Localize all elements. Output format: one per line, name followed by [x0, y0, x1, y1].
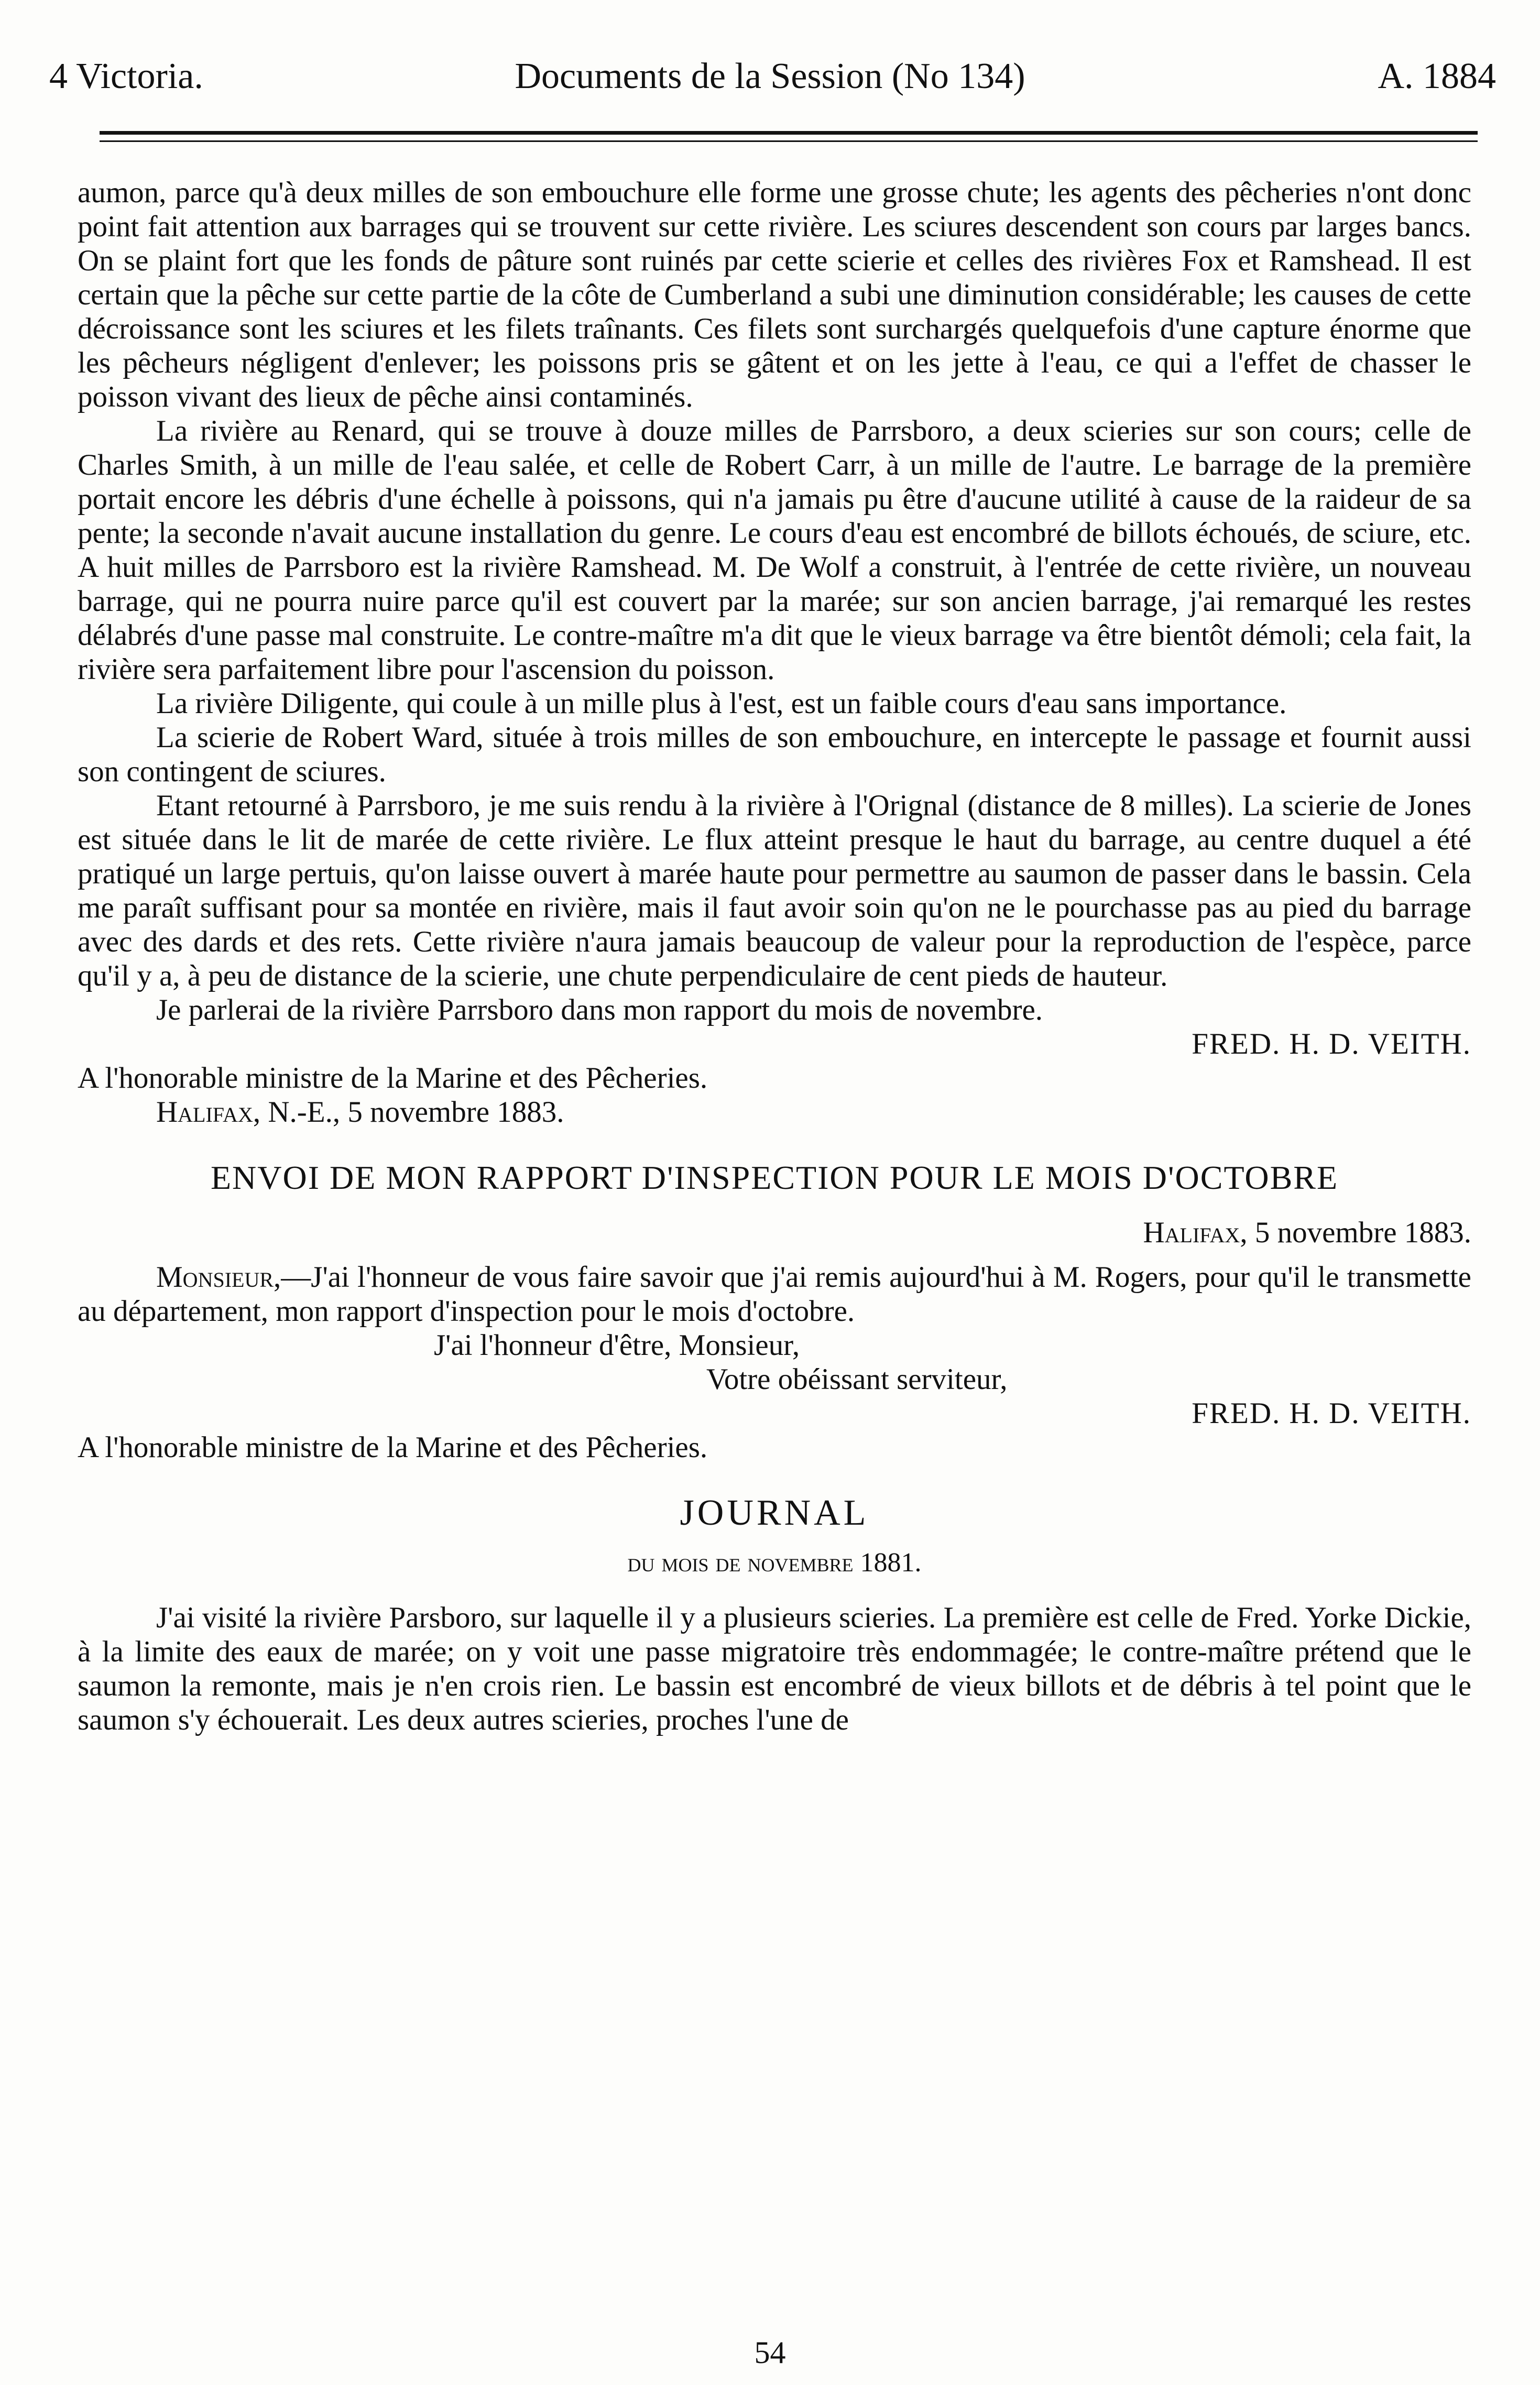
dateline-place: Halifax	[156, 1096, 253, 1129]
paragraph: J'ai visité la rivière Parsboro, sur laquelle il y a plusieurs scieries. La première est celle de Fred. Yorke Dickie, à la limite des eaux de marée; on y voit une passe migratoire très endommagée; le contre-maître prétend que le saumon la remonte, mais je n'en crois rien. Le bassin est encombré de vieux billots et de débris à tel point que le saumon s'y échouerait. Les deux autres scieries, proches l'une de	[78, 1601, 1471, 1736]
letter-date-place: Halifax	[1143, 1216, 1240, 1249]
header-rule-thin	[100, 140, 1478, 142]
addressee: A l'honorable ministre de la Marine et des Pêcheries.	[78, 1062, 708, 1095]
paragraph: Je parlerai de la rivière Parrsboro dans mon rapport du mois de novembre.	[156, 993, 1043, 1026]
running-head	[44, 50, 1496, 103]
paragraph: Etant retourné à Parrsboro, je me suis rendu à la rivière à l'Orignal (distance de 8 milles). La scierie de Jones est située dans le lit de marée de cette rivière. Le flux atteint presque le haut du barrage, au centre duquel a été pratiqué un large pertuis, qu'on laisse ouvert à marée haute pour permettre au saumon de passer dans le bassin. Cela me paraît suffisant pour sa montée en rivière, mais il faut avoir soin qu'on ne le pourchasse pas au pied du barrage avec des dards et des rets. Cette rivière n'aura jamais beaucoup de valeur pour la reproduction de l'espèce, parce qu'il y a, à peu de distance de la scierie, une chute perpendiculaire de cent pieds de hauteur.	[78, 789, 1471, 992]
journal-title: JOURNAL	[680, 1493, 869, 1533]
letter-closing: J'ai l'honneur d'être, Monsieur,	[434, 1329, 800, 1362]
letter-dateline	[78, 1216, 1471, 1250]
salutation: Monsieur,	[156, 1261, 281, 1294]
letter-date: , 5 novembre 1883.	[1240, 1216, 1471, 1249]
header-year: A. 1884	[1378, 56, 1496, 96]
journal-subtitle: du mois de novembre 1881.	[627, 1548, 922, 1578]
section-title: ENVOI DE MON RAPPORT D'INSPECTION POUR LE MOIS D'OCTOBRE	[210, 1159, 1339, 1196]
body-text	[78, 176, 1471, 1737]
header-rule-thick	[100, 131, 1478, 135]
letter-text: —J'ai l'honneur de vous faire savoir que j'ai remis aujourd'hui à M. Rogers, pour qu'il le transmette au département, mon rapport d'inspection pour le mois d'octobre.	[78, 1261, 1471, 1328]
paragraph: La rivière Diligente, qui coule à un mille plus à l'est, est un faible cours d'eau sans importance.	[156, 687, 1287, 720]
signature: FRED. H. D. VEITH.	[1192, 1027, 1471, 1060]
header-volume: 4 Victoria.	[49, 56, 203, 96]
paragraph: La scierie de Robert Ward, située à trois milles de son embouchure, en intercepte le passage et fournit aussi son contingent de sciures.	[78, 721, 1471, 788]
page-number: 54	[754, 2335, 786, 2370]
dateline	[78, 1095, 1471, 1129]
paragraph: aumon, parce qu'à deux milles de son embouchure elle forme une grosse chute; les agents des pêcheries n'ont donc point fait attention aux barrages qui se trouvent sur cette rivière. Les sciures descendent son cours par larges bancs. On se plaint fort que les fonds de pâture sont ruinés par cette scierie et celles des rivières Fox et Ramshead. Il est certain que la pêche sur cette partie de la côte de Cumberland a subi une diminution considérable; les causes de cette décroissance sont les sciures et les filets traînants. Ces filets sont surchargés quelquefois d'une capture énorme que les pêcheurs négligent d'enlever; les poissons pris se gâtent et on les jette à l'eau, ce qui a l'effet de chasser le poisson vivant des lieux de pêche ainsi contaminés.	[78, 176, 1471, 413]
signature: FRED. H. D. VEITH.	[1192, 1397, 1471, 1430]
addressee: A l'honorable ministre de la Marine et des Pêcheries.	[78, 1431, 708, 1464]
header-title: Documents de la Session (No 134)	[515, 56, 1025, 96]
paragraph: La rivière au Renard, qui se trouve à douze milles de Parrsboro, a deux scieries sur son cours; celle de Charles Smith, à un mille de l'eau salée, et celle de Robert Carr, à un mille de l'autre. Le barrage de la première portait encore les débris d'une échelle à poissons, qui n'a jamais pu être d'aucune utilité à cause de la raideur de sa pente; la seconde n'avait aucune installation du genre. Le cours d'eau est encombré de billots échoués, de sciure, etc. A huit milles de Parrsboro est la rivière Ramshead. M. De Wolf a construit, à l'entrée de cette rivière, un nouveau barrage, qui ne pourra nuire parce qu'il est couvert par la marée; sur son ancien barrage, j'ai remarqué les restes délabrés d'une passe mal construite. Le contre-maître m'a dit que le vieux barrage va être bientôt démoli; cela fait, la rivière sera parfaitement libre pour l'ascension du poisson.	[78, 414, 1471, 686]
dateline-date: , N.-E., 5 novembre 1883.	[253, 1096, 564, 1129]
letter-body	[78, 1260, 1471, 1328]
letter-closing: Votre obéissant serviteur,	[706, 1363, 1008, 1396]
